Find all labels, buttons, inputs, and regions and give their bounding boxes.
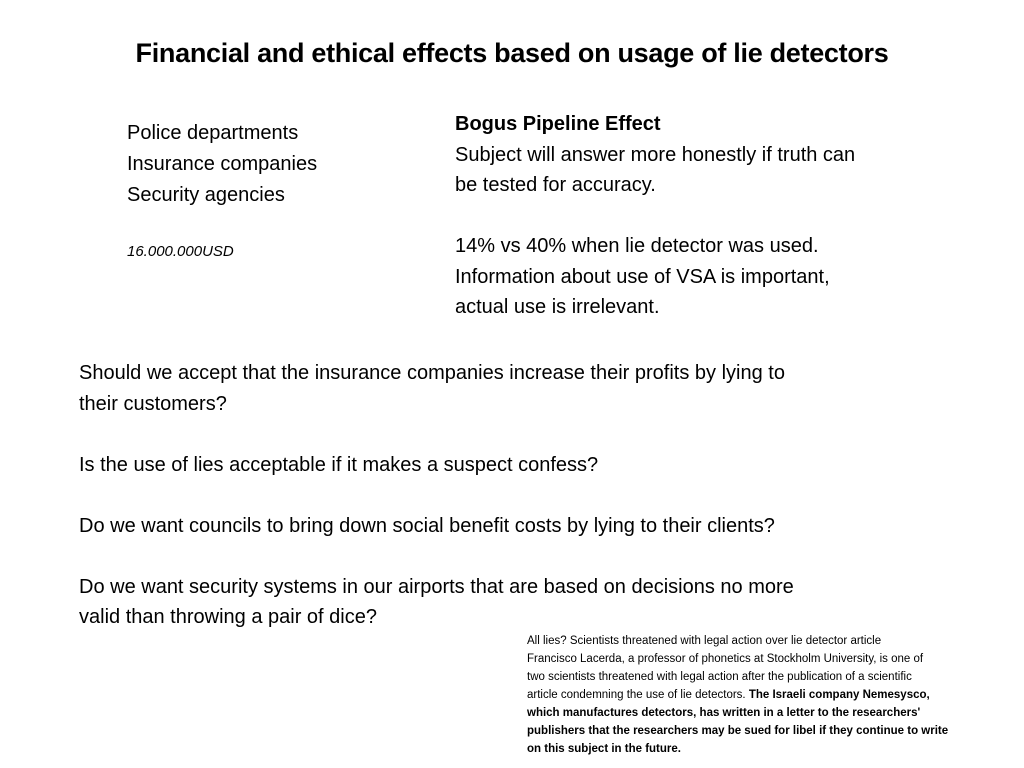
user-item-security: Security agencies <box>127 184 285 206</box>
lie-detector-users-list <box>127 118 427 211</box>
effect-text-line: be tested for accuracy. <box>455 174 656 196</box>
ethical-questions <box>79 358 959 633</box>
note-text-bold: on this subject in the future. <box>527 743 681 755</box>
spacer <box>79 480 959 511</box>
bogus-pipeline-section <box>455 109 975 323</box>
question-insurance: Should we accept that the insurance companies increase their profits by lying to <box>79 362 785 384</box>
effect-text-line: Information about use of VSA is important, <box>455 265 830 288</box>
question-insurance-cont: their customers? <box>79 392 227 415</box>
question-councils: Do we want councils to bring down social benefit costs by lying to their clients? <box>79 514 775 537</box>
bogus-pipeline-heading: Bogus Pipeline Effect <box>455 113 661 135</box>
spacer <box>455 201 975 232</box>
spacer <box>79 541 959 572</box>
note-line-bold <box>527 722 1017 740</box>
user-item-insurance: Insurance companies <box>127 153 318 175</box>
note-line: All lies? Scientists threatened with legal action over lie detector article <box>527 635 882 647</box>
note-line <box>527 686 1017 704</box>
question-suspect: Is the use of lies acceptable if it makes a suspect confess? <box>79 453 599 476</box>
effect-statistic: 14% vs 40% when lie detector was used. <box>455 235 819 257</box>
effect-text-line: Subject will answer more honestly if truth can <box>455 143 856 166</box>
note-line: two scientists threatened with legal action after the publication of a scientific <box>527 671 912 683</box>
news-note <box>527 632 1017 758</box>
note-line-bold <box>527 740 1017 758</box>
note-text-bold: which manufactures detectors, has written in a letter to the researchers' <box>527 707 921 719</box>
note-text-plain: article condemning the use of lie detectors. <box>527 689 749 701</box>
user-item-police: Police departments <box>127 122 299 144</box>
note-line-bold <box>527 704 1017 722</box>
note-text-bold: publishers that the researchers may be sued for libel if they continue to write <box>527 725 949 737</box>
note-line: Francisco Lacerda, a professor of phonetics at Stockholm University, is one of <box>527 653 924 665</box>
note-text-bold: The Israeli company Nemesysco, <box>748 689 930 701</box>
slide-title: Financial and ethical effects based on usage of lie detectors <box>135 38 889 68</box>
market-amount: 16.000.000USD <box>127 243 234 260</box>
spacer <box>79 419 959 450</box>
effect-text-line: actual use is irrelevant. <box>455 296 660 318</box>
question-airports: Do we want security systems in our airports that are based on decisions no more <box>79 575 794 598</box>
question-airports-cont: valid than throwing a pair of dice? <box>79 606 377 628</box>
